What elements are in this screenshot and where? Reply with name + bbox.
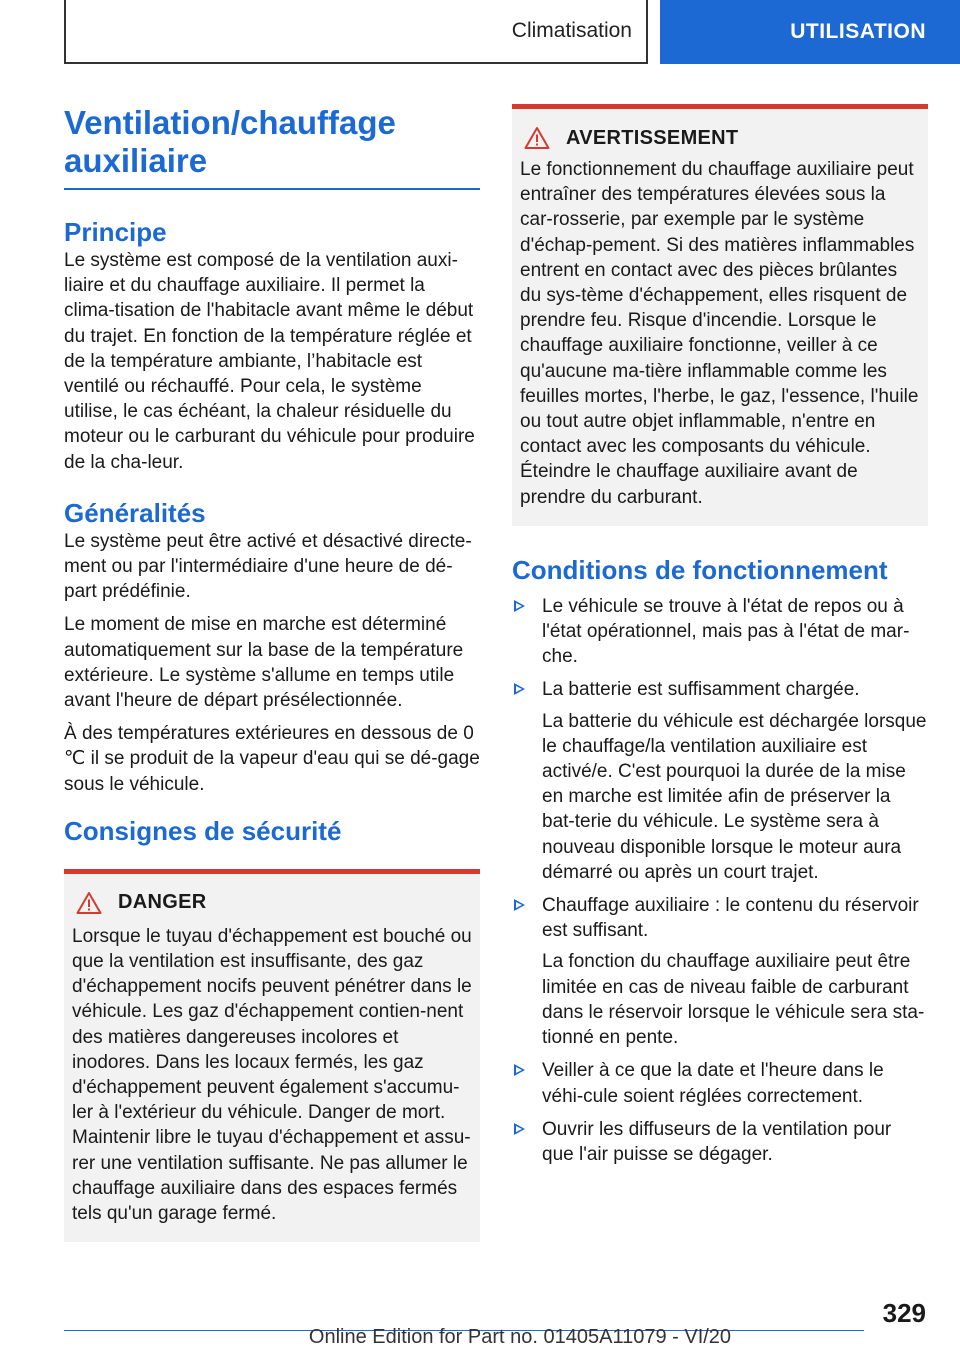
bullet-triangle-icon	[514, 1123, 525, 1135]
page-number: 329	[882, 1298, 926, 1328]
generalites-paragraph-3: À des températures extérieures en dessous de 0 ℃ il se produit de la vapeur d'eau qui se dé-gage sous le véhicule.	[64, 723, 480, 795]
list-item	[512, 677, 928, 885]
conditions-list	[512, 594, 928, 1167]
left-column	[64, 104, 480, 1242]
principe-text: Le système est composé de la ventilation auxi-liaire et du chauffage auxiliaire. Il permet la clima-tisation de l'habitacle avant même le début du trajet. En fonction de la température réglée et de la température ambiante, l’habitacle est ventilé ou réchauffé. Pour cela, le système utilise, le cas échéant, la chaleur résiduelle du moteur ou le carburant du véhicule pour produire de la cha-leur.	[64, 250, 475, 473]
condition-text: La batterie est suffisamment chargée.	[542, 679, 860, 701]
list-item	[512, 893, 928, 1050]
header-chapter: Climatisation	[511, 19, 632, 42]
condition-text: Veiller à ce que la date et l'heure dans le véhi-cule soient réglées correctement.	[542, 1060, 884, 1107]
footer-edition: Online Edition for Part no. 01405A11079 - VI/20	[308, 1326, 732, 1348]
condition-text: Le véhicule se trouve à l'état de repos ou à l'état opérationnel, mais pas à l'état de mar-che.	[542, 595, 910, 668]
principe-heading: Principe	[64, 217, 167, 247]
bullet-triangle-icon	[514, 683, 525, 695]
right-column	[512, 104, 928, 1175]
danger-header	[72, 888, 472, 918]
condition-note: La batterie du véhicule est déchargée lorsque le chauffage/la ventilation auxiliaire est activé/e. C'est pourquoi la durée de la mise en marche est limitée afin de préserver la bat-terie du véhicule. Le système sera à nouveau disponible lorsque le moteur aura démarré ou après un court trajet.	[542, 710, 927, 883]
generalites-paragraph-1: Le système peut être activé et désactivé directe-ment ou par l'intermédiaire d'une heure de dé-part prédéfinie.	[64, 530, 472, 603]
header-chapter-box	[64, 0, 648, 64]
bullet-triangle-icon	[514, 899, 525, 911]
warning-triangle-icon	[524, 126, 550, 150]
header-section: UTILISATION	[790, 20, 926, 43]
danger-box	[64, 869, 480, 1242]
list-item	[512, 1058, 928, 1108]
conditions-heading: Conditions de fonctionnement	[512, 554, 888, 585]
warning-box	[512, 104, 928, 526]
generalites-heading: Généralités	[64, 497, 206, 528]
danger-label: DANGER	[118, 891, 207, 914]
consignes-heading: Consignes de sécurité	[64, 815, 342, 846]
footer-edition-wrap	[0, 1326, 960, 1349]
warning-text: Le fonctionnement du chauffage auxiliaire peut entraîner des températures élevées sous la car-rosserie, par exemple par le système d'échap-pement. Si des matières inflammables entrent en contact avec des pièces brûlantes du sys-tème d'échappement, elles risquent de prendre feu. Risque d'incendie. Lorsque le chauffage auxiliaire fonctionne, veiller à ce qu'aucune ma-tière inflammable comme les feuilles mortes, l'herbe, le gaz, l'essence, l'huile ou tout autre objet inflammable, n'entre en contact avec les composants du véhicule. Éteindre le chauffage auxiliaire avant de prendre du carburant.	[520, 159, 919, 508]
danger-text: Lorsque le tuyau d'échappement est bouché ou que la ventilation est insuffisante, des gaz d'échappement nocifs peuvent pénétrer dans le véhicule. Les gaz d'échappement contien-nent des matières dangereuses incolores et inodores. Dans les locaux fermés, les gaz d'échappement peuvent également s'accumu-ler à l'extérieur du véhicule. Danger de mort. Maintenir libre le tuyau d'échappement et assu-rer une ventilation suffisante. Ne pas allumer le chauffage auxiliaire dans des espaces fermés tels qu'un garage fermé.	[72, 925, 472, 1225]
condition-text: Ouvrir les diffuseurs de la ventilation pour que l'air puisse se dégager.	[542, 1118, 892, 1165]
warning-label: AVERTISSEMENT	[566, 126, 739, 149]
list-item	[512, 1117, 928, 1167]
condition-text: Chauffage auxiliaire : le contenu du réservoir est suffisant.	[542, 895, 919, 942]
page-title: Ventilation/chauffage auxiliaire	[64, 104, 480, 190]
condition-note: La fonction du chauffage auxiliaire peut être limitée en cas de niveau faible de carburant dans le réservoir lorsque le véhicule sera sta-tionné en pente.	[542, 951, 925, 1049]
header-section-tab	[660, 0, 960, 64]
warning-header	[520, 123, 920, 153]
list-item	[512, 594, 928, 670]
warning-triangle-icon	[76, 891, 102, 915]
bullet-triangle-icon	[514, 600, 525, 612]
bullet-triangle-icon	[514, 1064, 525, 1076]
generalites-paragraph-2: Le moment de mise en marche est déterminé automatiquement sur la base de la température extérieure. Le système s'allume en temps utile avant l'heure de départ présélectionnée.	[64, 614, 464, 712]
